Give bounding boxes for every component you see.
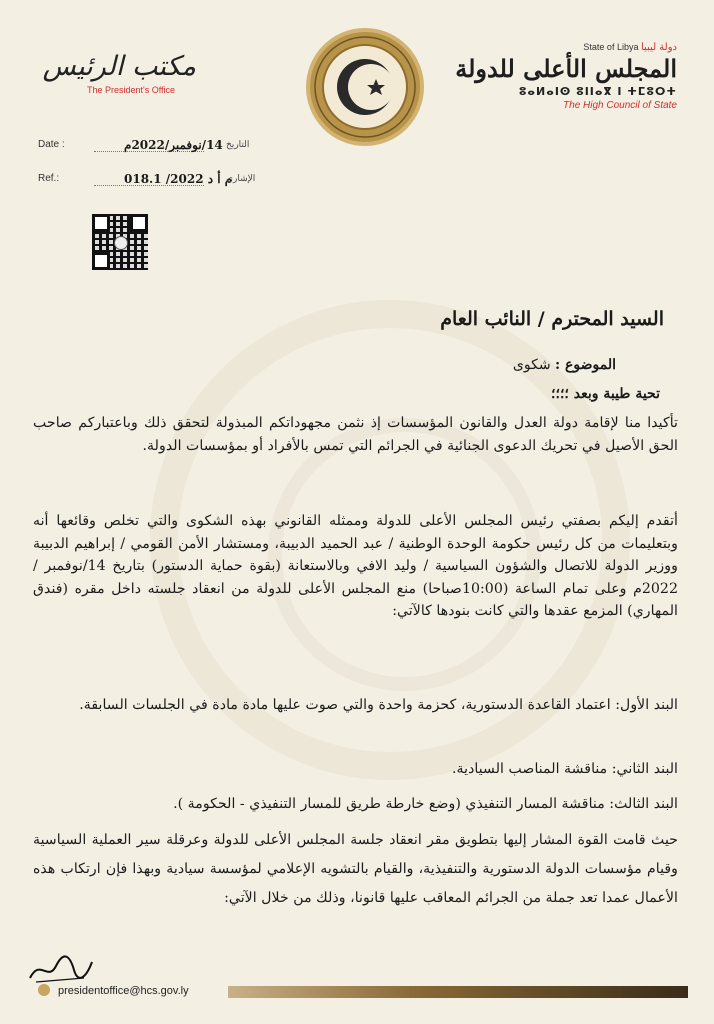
greeting: تحية طيبة وبعد ؛؛؛؛ — [551, 386, 660, 402]
subject-line — [513, 357, 616, 373]
council-name-ar: المجلس الأعلى للدولة — [455, 54, 677, 83]
paragraph-intro: تأكيدا منا لإقامة دولة العدل والقانون المؤسسات إذ نثمن مجهوداتكم المبذولة لتحقق ذلك وباعتباركم صاحب الحق الأصيل في تحريك الدعوى الجنائية في الجرائم التي تمس بالأفراد أو بمؤسسات الدولة. — [33, 415, 678, 454]
state-label: State of Libya دولة ليبيا — [583, 42, 677, 53]
agenda-item-2: البند الثاني: مناقشة المناصب السيادية. — [452, 761, 678, 777]
date-row — [38, 138, 298, 154]
paragraph-actions: حيث قامت القوة المشار إليها بتطويق مقر انعقاد جلسة المجلس الأعلى للدولة وعرقلة سير العملية السياسية وقيام مؤسسات الدولة الدستورية والتنفيذية، والقيام بالتشويه الإعلامي لمؤسسة سيادية وبهذا فإن ارتكاب هذه الأعمال عمدا تعد جملة من الجرائم المعاقب عليها قانونا، وذلك من خلال الآتي: — [33, 832, 678, 906]
paragraph-complaint: أتقدم إليكم بصفتي رئيس المجلس الأعلى للدولة وممثله القانوني بهذه الشكوى والتي تخلص وقائعها أنه وبتعليمات من كل رئيس حكومة الوحدة الوطنية / عبد الحميد الدبيبة، ومستشار الأمن القومي / إبراهيم الدبيبة ووزير الدولة للاتصال والشؤون السياسية / وليد الافي وبالاستعانة (بقوة حماية الدستور) بتاريخ 14/نوفمبر / 2022م وعلى تمام الساعة (10:00صباحا) منع المجلس الأعلى للدولة من انعقاد جلسته داخل مقره (فندق المهاري) المزمع عقدها والتي كانت بنودها كالآتي: — [33, 513, 678, 619]
date-value: 14/نوفمبر/2022م — [124, 138, 223, 152]
agenda-item-3: البند الثالث: مناقشة المسار التنفيذي (وضع خارطة طريق للمسار التنفيذي - الحكومة ). — [173, 796, 678, 812]
date-label-en: Date : — [38, 139, 65, 150]
email-icon — [38, 984, 50, 996]
office-title-en: The President's Office — [86, 85, 176, 95]
date-label-ar: التاريخ — [226, 140, 250, 150]
office-email[interactable]: presidentoffice@hcs.gov.ly — [58, 985, 189, 997]
crescent-star-icon — [310, 32, 420, 142]
council-name-tifinagh: ⵓⴰⵍⴰⵏⵙ ⵓⵏⵏⴰⴳ ⵏ ⵜⵎⵓⵔⵜ — [518, 85, 677, 98]
ref-row — [38, 172, 298, 188]
council-logo — [455, 42, 677, 111]
qr-code-icon — [92, 214, 148, 270]
ref-label-ar: الإشاري — [226, 174, 256, 184]
ref-value: م أ د 2022/ 018.1 — [124, 172, 233, 186]
salutation: السيد المحترم / النائب العام — [440, 308, 664, 330]
ref-label-en: Ref.: — [38, 173, 60, 184]
subject-label: الموضوع : — [555, 357, 616, 373]
state-seal-icon — [306, 28, 424, 146]
office-title-ar: مكتب الرئيس — [42, 51, 196, 82]
subject-value: شكوى — [512, 357, 551, 373]
president-office-logo — [42, 50, 196, 95]
council-name-en: The High Council of State — [563, 100, 677, 111]
agenda-item-1: البند الأول: اعتماد القاعدة الدستورية، كحزمة واحدة والتي صوت عليها مادة مادة في الجلسات السابقة. — [79, 697, 678, 713]
signature-icon — [26, 948, 96, 986]
footer-bar — [228, 986, 688, 998]
